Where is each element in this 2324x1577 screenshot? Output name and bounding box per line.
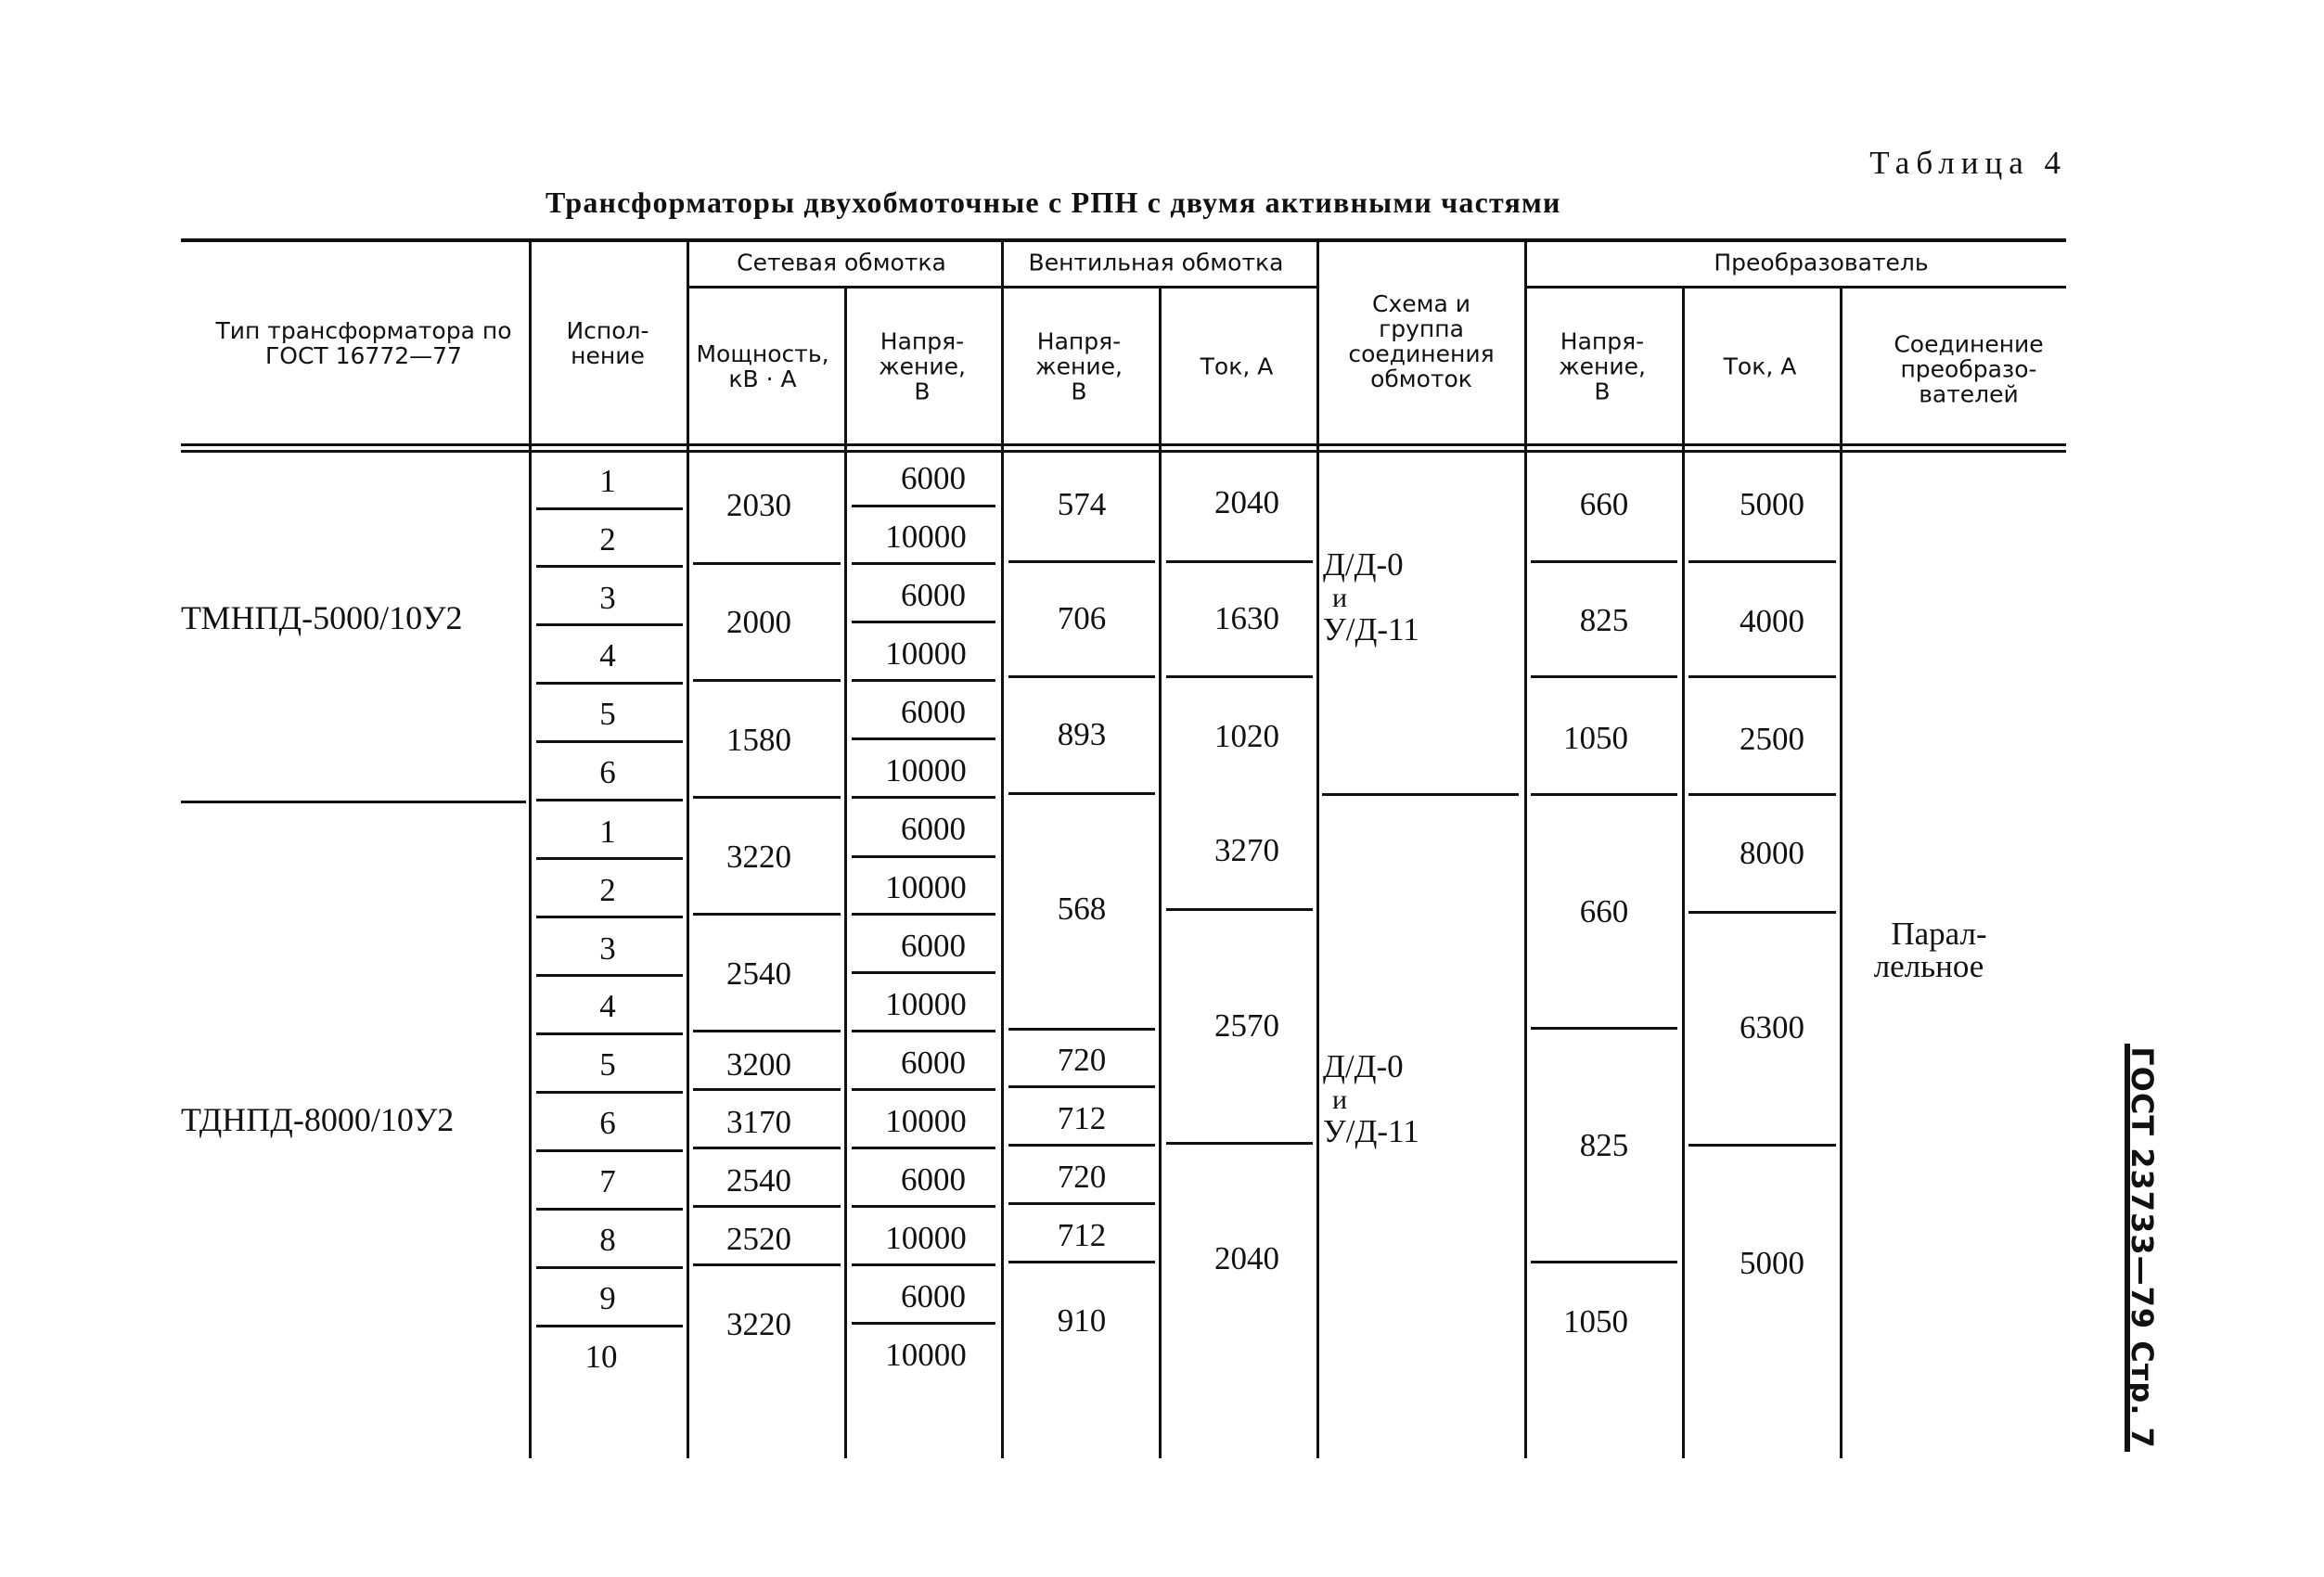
- variant: 2: [599, 521, 616, 558]
- row-line: [852, 562, 995, 565]
- scheme-line: и: [1332, 583, 1348, 613]
- row-line: [852, 1322, 995, 1325]
- row-line: [852, 505, 995, 507]
- row-line: [536, 623, 683, 626]
- row-line: [1688, 675, 1836, 678]
- net-voltage-value: 6000: [901, 1161, 966, 1198]
- variant: 4: [599, 637, 616, 673]
- page-side-label: [2125, 1044, 2158, 1452]
- conv-voltage-value: 1050: [1563, 1303, 1628, 1340]
- row-line: [693, 1205, 841, 1208]
- variant: 9: [599, 1280, 616, 1316]
- power-value: 3200: [726, 1046, 791, 1083]
- conv-current-value: 4000: [1740, 603, 1804, 639]
- row-line: [693, 1263, 841, 1266]
- row-line: [536, 682, 683, 685]
- header-variant: Испол- нение: [566, 317, 649, 369]
- row-line: [852, 737, 995, 740]
- power-value: 3170: [726, 1104, 791, 1140]
- variant: 8: [599, 1222, 616, 1258]
- row-line: [852, 1205, 995, 1208]
- col-line-3: [844, 288, 847, 1458]
- col-line-6: [1316, 242, 1319, 1458]
- conv-current-value: 5000: [1740, 1245, 1804, 1281]
- row-line: [1688, 1144, 1836, 1147]
- scheme-line: У/Д-11: [1323, 611, 1419, 647]
- row-line: [852, 621, 995, 623]
- transformer-type-2: ТДНПД-8000/10У2: [181, 1101, 455, 1138]
- row-line: [1531, 1261, 1677, 1263]
- row-line: [536, 740, 683, 743]
- table-caption: Трансформаторы двухобмоточные с РПН с двумя активными частями: [546, 186, 1561, 219]
- header-connection: Соединение преобразо- вателей: [1894, 330, 2044, 408]
- row-line: [852, 679, 995, 682]
- header-net-voltage: Напря- жение, В: [879, 327, 966, 405]
- row-line: [852, 1030, 995, 1032]
- net-voltage-value: 10000: [885, 635, 967, 672]
- row-line: [1008, 1028, 1155, 1031]
- header-type: Тип трансформатора по ГОСТ 16772—77: [215, 317, 512, 369]
- row-line: [852, 1147, 995, 1149]
- row-line: [852, 796, 995, 799]
- conv-current-value: 6300: [1740, 1009, 1804, 1045]
- power-value: 3220: [726, 839, 791, 875]
- col-line-5: [1159, 288, 1162, 1458]
- net-voltage-value: 6000: [901, 928, 966, 964]
- header-power: Мощность, кВ · А: [696, 340, 829, 392]
- row-line: [536, 1266, 683, 1269]
- row-line: [1008, 1144, 1155, 1147]
- variant: 1: [599, 463, 616, 499]
- net-voltage-value: 6000: [901, 1045, 966, 1081]
- variant: 6: [599, 1105, 616, 1141]
- valve-current-value: 1020: [1214, 718, 1279, 754]
- variant: 2: [599, 872, 616, 908]
- net-voltage-value: 10000: [885, 1337, 967, 1373]
- row-line: [1008, 560, 1155, 563]
- conv-voltage-value: 825: [1579, 602, 1629, 638]
- row-line: [536, 974, 683, 977]
- valve-voltage-value: 712: [1057, 1217, 1107, 1253]
- conv-voltage-value: 660: [1579, 893, 1629, 930]
- header-network-winding: Сетевая обмотка: [737, 249, 946, 276]
- row-line: [1008, 1261, 1155, 1263]
- valve-voltage-value: 706: [1057, 600, 1107, 636]
- conv-current-value: 5000: [1740, 486, 1804, 522]
- row-line: [693, 913, 841, 916]
- row-line: [536, 857, 683, 860]
- scheme-line: Д/Д-0: [1323, 1048, 1404, 1084]
- valve-voltage-value: 910: [1057, 1302, 1107, 1339]
- row-line: [536, 916, 683, 918]
- connection-line: лельное: [1873, 948, 1984, 984]
- row-line: [693, 1147, 841, 1149]
- conv-current-value: 2500: [1740, 721, 1804, 757]
- row-line: [536, 1208, 683, 1211]
- row-line: [1166, 560, 1313, 563]
- header-valve-winding: Вентильная обмотка: [1028, 249, 1284, 276]
- variant: 5: [599, 696, 616, 732]
- header-conv-current: Ток, А: [1723, 353, 1797, 380]
- variant: 4: [599, 988, 616, 1024]
- row-line: [536, 799, 683, 801]
- scheme-line: Д/Д-0: [1323, 546, 1404, 583]
- variant: 10: [584, 1339, 618, 1375]
- row-line: [536, 1091, 683, 1094]
- row-line: [1531, 560, 1677, 563]
- row-line: [1008, 1085, 1155, 1088]
- conv-voltage-value: 1050: [1563, 720, 1628, 756]
- row-line: [536, 565, 683, 568]
- side-label-text: ГОСТ 23733—79 Стр. 7: [2125, 1046, 2160, 1449]
- header-double-rule-2: [181, 450, 2066, 453]
- variant: 7: [599, 1163, 616, 1199]
- scheme-line: У/Д-11: [1323, 1113, 1419, 1149]
- net-voltage-value: 6000: [901, 460, 966, 496]
- valve-current-value: 2570: [1214, 1007, 1279, 1044]
- valve-voltage-value: 574: [1057, 486, 1107, 522]
- col-line-2: [687, 242, 689, 1458]
- net-voltage-value: 10000: [885, 1103, 967, 1139]
- power-value: 1580: [726, 722, 791, 758]
- row-line: [1008, 675, 1155, 678]
- row-line: [1531, 1027, 1677, 1030]
- header-converter: Преобразователь: [1714, 249, 1929, 276]
- net-voltage-value: 10000: [885, 519, 967, 555]
- row-line: [1008, 792, 1155, 795]
- row-line: [852, 971, 995, 974]
- variant: 3: [599, 930, 616, 967]
- valve-voltage-value: 568: [1057, 891, 1107, 927]
- row-line: [693, 1030, 841, 1032]
- row-line: [536, 507, 683, 510]
- header-subrule-right: [1526, 286, 2066, 288]
- power-value: 2000: [726, 604, 791, 640]
- row-line: [1688, 560, 1836, 563]
- row-line: [852, 1263, 995, 1266]
- transformer-type-1: ТМНПД-5000/10У2: [181, 599, 463, 636]
- conv-voltage-value: 825: [1579, 1127, 1629, 1163]
- connection-line: Парал-: [1891, 916, 1987, 952]
- row-line: [536, 1149, 683, 1152]
- group-separator: [181, 801, 526, 803]
- net-voltage-value: 10000: [885, 1220, 967, 1256]
- net-voltage-value: 6000: [901, 694, 966, 730]
- valve-voltage-value: 720: [1057, 1042, 1107, 1078]
- col-line-4: [1001, 242, 1004, 1458]
- header-valve-current: Ток, А: [1200, 353, 1274, 380]
- valve-current-value: 1630: [1214, 600, 1279, 636]
- row-line: [693, 679, 841, 682]
- table-number: Таблица 4: [1869, 145, 2067, 181]
- col-line-8: [1682, 288, 1685, 1458]
- col-line-7: [1524, 242, 1527, 1458]
- row-line: [1531, 793, 1677, 796]
- row-line: [693, 1088, 841, 1091]
- variant: 5: [599, 1046, 616, 1083]
- valve-current-value: 2040: [1214, 484, 1279, 520]
- col-line-1: [529, 242, 532, 1458]
- conv-current-value: 8000: [1740, 835, 1804, 871]
- row-line: [1531, 675, 1677, 678]
- top-rule: [181, 238, 2066, 242]
- power-value: 3220: [726, 1306, 791, 1342]
- header-double-rule-1: [181, 443, 2066, 446]
- row-line: [852, 913, 995, 916]
- power-value: 2030: [726, 487, 791, 523]
- net-voltage-value: 6000: [901, 1278, 966, 1314]
- row-line: [852, 855, 995, 858]
- power-value: 2540: [726, 1162, 791, 1199]
- row-line: [1166, 908, 1313, 911]
- row-line: [1008, 1202, 1155, 1205]
- net-voltage-value: 10000: [885, 986, 967, 1022]
- row-line: [1166, 1142, 1313, 1145]
- power-value: 2540: [726, 955, 791, 992]
- conv-voltage-value: 660: [1579, 486, 1629, 522]
- row-line: [536, 1032, 683, 1035]
- net-voltage-value: 6000: [901, 811, 966, 847]
- header-conv-voltage: Напря- жение, В: [1559, 327, 1646, 405]
- variant: 6: [599, 754, 616, 790]
- header-scheme: Схема и группа соединения обмоток: [1348, 290, 1495, 392]
- scheme-line: и: [1332, 1084, 1348, 1115]
- row-line: [693, 796, 841, 799]
- row-line: [1688, 911, 1836, 914]
- row-line: [1688, 793, 1836, 796]
- variant: 1: [599, 814, 616, 850]
- net-voltage-value: 10000: [885, 869, 967, 905]
- valve-voltage-value: 893: [1057, 716, 1107, 752]
- valve-voltage-value: 720: [1057, 1159, 1107, 1195]
- net-voltage-value: 6000: [901, 577, 966, 613]
- variant: 3: [599, 580, 616, 616]
- valve-voltage-value: 712: [1057, 1100, 1107, 1136]
- row-line: [1322, 793, 1519, 796]
- valve-current-value: 3270: [1214, 832, 1279, 868]
- power-value: 2520: [726, 1221, 791, 1257]
- col-line-9: [1840, 288, 1843, 1458]
- row-line: [536, 1325, 683, 1327]
- header-valve-voltage: Напря- жение, В: [1035, 327, 1123, 405]
- valve-current-value: 2040: [1214, 1240, 1279, 1276]
- net-voltage-value: 10000: [885, 752, 967, 788]
- row-line: [693, 562, 841, 565]
- row-line: [1166, 675, 1313, 678]
- row-line: [852, 1088, 995, 1091]
